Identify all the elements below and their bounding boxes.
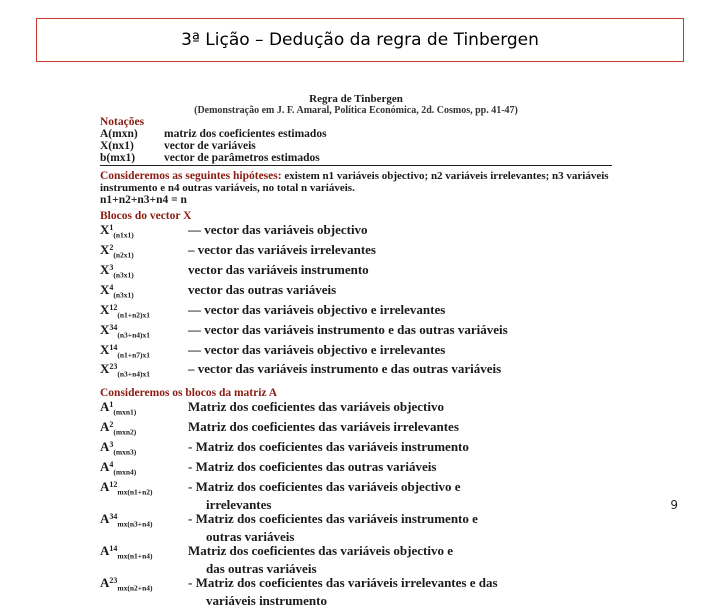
blocks-x-list [100, 222, 612, 381]
block-a-symbol-sup: 2 [109, 420, 114, 430]
block-x-symbol [100, 242, 188, 262]
block-a-symbol [100, 543, 188, 563]
block-x-symbol-sub: (n3x1) [113, 270, 134, 280]
block-x-symbol-sub: (n1x1) [113, 230, 134, 240]
block-a-symbol-base: A [100, 575, 110, 591]
notations-title: Notações [100, 116, 145, 128]
notation-symbol: b(mx1) [100, 152, 136, 164]
block-x-symbol [100, 262, 188, 282]
block-a-text: Matriz dos coeficientes das variáveis objectivo e [188, 543, 453, 559]
block-x-row [100, 361, 612, 381]
block-x-symbol [100, 302, 188, 322]
block-a-continuation: variáveis instrumento [206, 593, 327, 608]
block-x-text: – vector das variáveis irrelevantes [188, 242, 376, 258]
block-a-symbol-base: A [100, 399, 110, 415]
block-x-symbol-base: X [100, 361, 110, 377]
block-x-text: – vector das variáveis instrumento e das outras variáveis [188, 361, 502, 377]
block-a-symbol [100, 419, 188, 439]
block-x-text: — vector das variáveis objectivo e irrelevantes [188, 301, 446, 317]
block-x-symbol-sub: (n2x1) [113, 250, 134, 260]
notation-row [100, 140, 612, 152]
block-x-text: vector das variáveis instrumento [188, 261, 369, 277]
block-x-symbol-base: X [100, 281, 110, 297]
block-a-symbol-sup: 3 [109, 440, 114, 450]
hypotheses-title: Consideremos as seguintes hipóteses: [100, 170, 282, 182]
notation-text: matriz dos coeficientes estimados [164, 128, 327, 140]
block-x-symbol-sup: 34 [109, 322, 118, 332]
notation-symbol: A(mxn) [100, 128, 138, 140]
block-x-symbol [100, 342, 188, 362]
block-a-symbol [100, 479, 188, 499]
block-x-row [100, 262, 612, 282]
notation-symbol: X(nx1) [100, 140, 134, 152]
block-x-symbol-sub: (n1+n2)x1 [117, 310, 151, 320]
block-x-symbol [100, 282, 188, 302]
block-a-row [100, 511, 612, 531]
page-number: 9 [670, 498, 678, 512]
block-a-symbol-base: A [100, 439, 110, 455]
block-a-row [100, 399, 612, 419]
block-a-symbol-sup: 4 [109, 459, 114, 469]
block-x-symbol-base: X [100, 301, 110, 317]
block-a-text: - Matriz dos coeficientes das variáveis objectivo e [188, 478, 461, 494]
block-a-text: Matriz dos coeficientes das variáveis objectivo [188, 399, 444, 415]
scanned-document [100, 94, 612, 608]
blocks-a-list [100, 399, 612, 607]
block-a-symbol-sup: 14 [109, 544, 118, 554]
block-x-symbol-sup: 2 [109, 243, 114, 253]
doc-heading: Regra de Tinbergen [309, 93, 403, 105]
blocks-a-title: Consideremos os blocos da matriz A [100, 387, 278, 400]
block-a-row [100, 419, 612, 439]
block-x-row [100, 302, 612, 322]
block-a-text: - Matriz dos coeficientes das outras variáveis [188, 458, 437, 474]
block-x-symbol-base: X [100, 261, 110, 277]
block-x-text: — vector das variáveis objectivo e irrelevantes [188, 341, 446, 357]
slide-title: 3ª Lição – Dedução da regra de Tinbergen [181, 30, 539, 50]
block-a-row [100, 479, 612, 499]
slide-title-box [36, 18, 684, 62]
block-a-text: - Matriz dos coeficientes das variáveis instrumento [188, 439, 469, 455]
block-x-symbol-sup: 4 [109, 282, 114, 292]
block-x-row [100, 242, 612, 262]
block-a-text: Matriz dos coeficientes das variáveis irrelevantes [188, 419, 459, 435]
notation-text: vector de variáveis [164, 140, 256, 152]
block-a-row [100, 459, 612, 479]
block-a-symbol-sub: (mxn1) [113, 407, 137, 417]
block-a-row [100, 543, 612, 563]
block-a-symbol-base: A [100, 458, 110, 474]
block-a-symbol-base: A [100, 478, 110, 494]
block-x-symbol-sub: (n3x1) [113, 290, 134, 300]
divider [100, 165, 612, 166]
block-a-symbol-sub: mx(n3+n4) [117, 519, 153, 529]
block-a-symbol-sub: mx(n1+n2) [117, 487, 153, 497]
block-x-symbol [100, 361, 188, 381]
block-a-text: - Matriz dos coeficientes das variáveis irrelevantes e das [188, 575, 498, 591]
doc-source: (Demonstração em J. F. Amaral, Política Económica, 2d. Cosmos, pp. 41-47) [194, 105, 518, 116]
hypotheses-text: existem n1 variáveis objectivo; n2 variáveis irrelevantes; n3 variáveis instrumento e n4 outras variáveis, no total n variáveis. [100, 170, 609, 194]
block-a-row [100, 439, 612, 459]
block-x-symbol-sub: (n3+n4)x1 [117, 370, 151, 380]
notation-row [100, 152, 612, 164]
block-a-symbol [100, 399, 188, 419]
block-a-symbol-sub: (mxn3) [113, 447, 137, 457]
block-x-symbol-base: X [100, 341, 110, 357]
blocks-x-title: Blocos do vector X [100, 210, 192, 223]
block-x-symbol-base: X [100, 222, 110, 238]
block-a-symbol-base: A [100, 543, 110, 559]
block-a-symbol-base: A [100, 511, 110, 527]
notation-row [100, 128, 612, 140]
block-a-symbol-sub: (mxn4) [113, 467, 137, 477]
block-a-continuation: irrelevantes [206, 496, 272, 512]
block-a-symbol [100, 439, 188, 459]
block-x-symbol-sup: 1 [109, 223, 114, 233]
block-a-symbol-sup: 12 [109, 479, 118, 489]
block-x-row [100, 222, 612, 242]
block-a-symbol-sup: 34 [109, 512, 118, 522]
block-x-symbol [100, 322, 188, 342]
block-x-row [100, 342, 612, 362]
block-a-symbol-sub: (mxn2) [113, 427, 137, 437]
block-a-symbol [100, 459, 188, 479]
sum-equation: n1+n2+n3+n4 = n [100, 194, 187, 207]
block-x-symbol-sub: (n3+n4)x1 [117, 330, 151, 340]
block-a-symbol-sup: 23 [109, 576, 118, 586]
block-x-symbol-sup: 3 [109, 262, 114, 272]
block-x-row [100, 282, 612, 302]
hypotheses-paragraph [100, 170, 612, 194]
block-x-text: — vector das variáveis instrumento e das outras variáveis [188, 321, 508, 337]
block-x-symbol-base: X [100, 321, 110, 337]
block-x-symbol-sup: 12 [109, 302, 118, 312]
block-x-symbol-sup: 14 [109, 342, 118, 352]
block-a-symbol-base: A [100, 419, 110, 435]
block-x-symbol [100, 222, 188, 242]
block-x-row [100, 322, 612, 342]
block-a-symbol-sub: mx(n1+n4) [117, 551, 153, 561]
block-x-text: vector das outras variáveis [188, 281, 337, 297]
block-a-continuation: outras variáveis [206, 528, 295, 544]
block-x-symbol-sup: 23 [109, 362, 118, 372]
block-a-continuation: das outras variáveis [206, 561, 317, 577]
notation-text: vector de parâmetros estimados [164, 152, 320, 164]
block-a-symbol-sup: 1 [109, 400, 114, 410]
block-x-symbol-base: X [100, 242, 110, 258]
block-a-symbol-sub: mx(n2+n4) [117, 584, 153, 594]
block-a-symbol [100, 575, 188, 595]
block-a-text: - Matriz dos coeficientes das variáveis instrumento e [188, 511, 478, 527]
block-a-symbol [100, 511, 188, 531]
block-a-row [100, 575, 612, 595]
block-x-text: — vector das variáveis objectivo [188, 222, 368, 238]
block-x-symbol-sub: (n1+n7)x1 [117, 350, 151, 360]
